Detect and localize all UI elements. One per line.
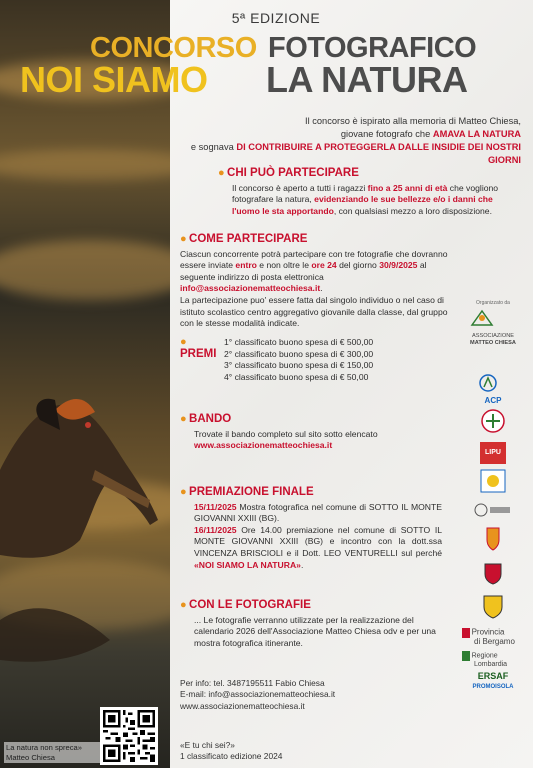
title-fotografico: FOTOGRAFICO (268, 32, 477, 64)
premi-item: 3° classificato buono spesa di € 150,00 (224, 360, 374, 371)
sponsor-acp (458, 373, 528, 404)
grebe-photo (0, 0, 170, 768)
sponsor-name: di Bergamo (474, 637, 515, 646)
premi-list (224, 337, 373, 383)
highlight-span: evidenziando le sue bellezze e/o i danni che l'uomo le sta apportando (232, 194, 493, 216)
section-title: COME PARTECIPARE (189, 233, 308, 245)
section-heading (218, 168, 508, 180)
qr-code[interactable] (100, 707, 158, 765)
highlight-span: entro (235, 260, 257, 271)
intro-text-span: e sognava (190, 142, 237, 152)
text-span: che vogliono fotografare la natura, (232, 182, 499, 205)
acp-logo-icon (478, 373, 508, 393)
sponsor-name: PROMOISOLA (472, 684, 514, 690)
section-body (180, 502, 442, 572)
intro-text-span: giovane fotografo che (340, 129, 433, 139)
premi-row (180, 337, 420, 383)
coat-of-arms-icon (481, 594, 505, 620)
section-body (218, 183, 508, 218)
lipu-logo-icon (480, 442, 506, 464)
title-concorso: CONCORSO (90, 32, 257, 64)
sponsor-name: ERSAF (477, 671, 509, 681)
bullet-icon: ● (218, 167, 225, 179)
intro-line (181, 128, 521, 141)
qr-code-icon (103, 710, 155, 762)
intro-highlight: DI CONTRIBUIRE A PROTEGGERLA DALLE INSIDIE DEI NOSTRI GIORNI (236, 142, 521, 165)
organizer-label: Organizzato da (476, 300, 510, 306)
event-text: . (300, 559, 304, 570)
section-title: BANDO (189, 413, 232, 425)
sponsor-name: LIPU (485, 449, 501, 456)
text-span: del giorno (336, 260, 380, 271)
event-line (194, 502, 442, 525)
section-heading (180, 600, 445, 612)
highlight-span: fino a 25 anni di età (367, 182, 448, 193)
sponsor-name: Regione (471, 652, 498, 660)
contact-phone: Per info: tel. 3487195511 Fabio Chiesa (180, 678, 325, 688)
section-premi (180, 337, 420, 383)
text-span: e non oltre le (256, 260, 312, 271)
sponsor-provincia (458, 628, 528, 647)
contact-email[interactable]: E-mail: info@associazionematteochiesa.it (180, 689, 336, 700)
sponsor-name: Lombardia (474, 661, 508, 668)
bullet-icon: ● (180, 336, 187, 348)
bullet-icon: ● (180, 413, 187, 425)
sponsor-regione (458, 651, 528, 669)
winner-quote (180, 740, 380, 762)
sponsor-shield-2 (458, 562, 528, 590)
event-date: 15/11/2025 (194, 501, 237, 512)
section-body: ... Le fotografie verranno utilizzate per la realizzazione del calendario 2026 dell'Associazione Matteo Chiesa odv e per una mostra fotografica itinerante. (194, 614, 436, 648)
sponsor-sun (458, 468, 528, 498)
sponsor-badge (458, 408, 528, 438)
section-title: PREMIAZIONE FINALE (189, 486, 314, 498)
section-come-partecipare (180, 234, 460, 330)
event-text: Ore 14.00 premiazione nel comune di SOTTO IL MONTE GIOVANNI XXIII (BG) e incontro con la dott.ssa VINCENZA BRISCIOLI e il Dott. LEO VENTURELLI sul perché (194, 524, 442, 558)
edition-label: 5ª EDIZIONE (231, 10, 321, 26)
section-title: CON LE FOTOGRAFIE (189, 599, 311, 611)
organizer-name: ASSOCIAZIONE (472, 333, 514, 339)
bullet-icon: ● (180, 233, 187, 245)
sponsor-circle (458, 502, 528, 522)
contact-info (180, 678, 420, 712)
quote-title: «E tu chi sei?» (180, 740, 235, 750)
contact-website[interactable]: www.associazionematteochiesa.it (180, 700, 305, 711)
section-chi-puo-partecipare (218, 168, 508, 217)
section-heading (180, 337, 224, 383)
premi-item: 1° classificato buono spesa di € 500,00 (224, 337, 374, 347)
sponsor-name: Provincia (471, 627, 505, 637)
section-bando (180, 414, 420, 452)
text-span: . (320, 283, 323, 294)
section-con-le-fotografie (180, 600, 445, 649)
section-paragraph: Trovate il bando completo sul sito sotto elencato (194, 428, 378, 439)
premi-item: 4° classificato buono spesa di € 50,00 (224, 371, 369, 382)
section-body (180, 249, 460, 330)
sun-emblem-icon (479, 468, 507, 494)
coat-of-arms-icon (482, 562, 504, 586)
bullet-icon: ● (180, 486, 187, 498)
event-date: 16/11/2025 (194, 524, 237, 535)
section-heading (180, 414, 420, 426)
matteo-chiesa-logo-icon (468, 307, 518, 329)
text-span: , con qualsiasi mezzo a loro disposizione. (333, 205, 492, 216)
title-noi-siamo: NOI SIAMO (20, 59, 208, 100)
premi-item: 2° classificato buono spesa di € 300,00 (224, 348, 374, 359)
quote-subtitle: 1 classificato edizione 2024 (180, 751, 283, 761)
section-heading (180, 487, 442, 499)
intro-highlight: AMAVA LA NATURA (432, 129, 521, 139)
municipal-logo-icon (473, 502, 513, 518)
intro-line (181, 141, 521, 167)
round-emblem-icon (480, 408, 506, 434)
caption-author: Matteo Chiesa (6, 752, 55, 762)
grebe-bird-illustration (0, 0, 170, 768)
section-title: CHI PUÒ PARTECIPARE (227, 167, 359, 179)
event-line (194, 525, 442, 571)
sponsor-lipu (458, 442, 528, 464)
section-heading (180, 234, 460, 246)
intro-text (181, 115, 521, 167)
bullet-icon: ● (180, 599, 187, 611)
organizer-name: MATTEO CHIESA (470, 340, 516, 346)
sponsors-column (458, 300, 528, 695)
title-la-natura: LA NATURA (266, 59, 468, 100)
regione-emblem-icon (462, 651, 470, 661)
sponsor-promoisola (458, 684, 528, 691)
section-body (180, 429, 420, 452)
coat-of-arms-icon (473, 526, 513, 554)
text-span: al seguente indirizzo di posta elettronica (180, 260, 427, 282)
caption-line: La natura non spreca» (6, 743, 82, 752)
sponsor-shield-3 (458, 594, 528, 624)
email-link[interactable]: info@associazionematteochiesa.it (180, 283, 321, 294)
text-span: Il concorso è aperto a tutti i ragazzi (232, 182, 368, 193)
intro-line: Il concorso è ispirato alla memoria di Matteo Chiesa, (305, 116, 521, 126)
sponsor-name: ACP (484, 396, 502, 405)
section-title: PREMI (180, 347, 217, 360)
sponsor-shield (458, 526, 528, 558)
event-highlight: «NOI SIAMO LA NATURA» (194, 559, 301, 570)
organizer-block (458, 300, 528, 347)
highlight-span: ore 24 (311, 260, 337, 271)
text-span: Ciascun concorrente potrà partecipare con tre fotografie che dovranno essere inviate (180, 248, 448, 271)
photo-caption (4, 742, 108, 763)
sponsor-ersaf (458, 673, 528, 680)
highlight-span: 30/9/2025 (379, 260, 418, 271)
section-paragraph: La partecipazione puo' essere fatta dal singolo individuo o nel caso di istituto scolastico centro aggregativo giovanile dalla classe, dal gruppo con le stesse modalità indicate. (180, 294, 448, 329)
event-text: Mostra fotografica nel comune di SOTTO IL MONTE GIOVANNI XXIII (BG). (194, 501, 442, 524)
website-link[interactable]: www.associazionematteochiesa.it (194, 440, 333, 451)
section-premiazione-finale (180, 487, 442, 571)
